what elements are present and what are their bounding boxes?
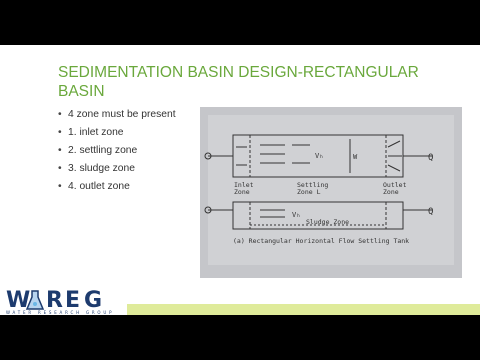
settling-zone-label: Settling [297, 181, 329, 189]
footer-band [127, 304, 480, 315]
bullet-item: • 3. sludge zone [58, 160, 176, 178]
svg-text:G: G [84, 288, 103, 313]
outlet-zone-label: Outlet [383, 181, 407, 189]
bullet-item: • 4. outlet zone [58, 178, 176, 196]
wareg-logo [6, 285, 116, 315]
velocity-label: Vₕ [315, 152, 324, 160]
outlet-zone-label: Zone [383, 188, 399, 196]
svg-text:W: W [6, 288, 31, 313]
bullet-item: • 1. inlet zone [58, 124, 176, 142]
outflow-label: Q [428, 153, 434, 163]
svg-text:R: R [46, 288, 63, 313]
sludge-zone-label: Sludge Zone [306, 218, 350, 226]
slide-title: SEDIMENTATION BASIN DESIGN-RECTANGULAR BASIN [58, 64, 419, 100]
velocity-label: Vₕ [292, 211, 301, 219]
svg-text:WATER RESEARCH GROUP: WATER RESEARCH GROUP [6, 310, 115, 315]
inlet-zone-label: Inlet [234, 181, 254, 189]
slide [0, 45, 480, 315]
bullet-item: • 2. settling zone [58, 142, 176, 160]
diagram-caption: (a) Rectangular Horizontal Flow Settling Tank [233, 237, 410, 245]
basin-diagram [200, 107, 462, 278]
basin-diagram-photo [200, 107, 462, 278]
inlet-zone-label: Zone [234, 188, 250, 196]
bullet-item: • 4 zone must be present [58, 106, 176, 124]
settling-zone-label: Zone L [297, 188, 321, 196]
svg-text:E: E [65, 288, 81, 313]
bullet-list [58, 106, 176, 196]
width-label: W [353, 153, 358, 161]
outflow-label: Q [428, 207, 434, 217]
